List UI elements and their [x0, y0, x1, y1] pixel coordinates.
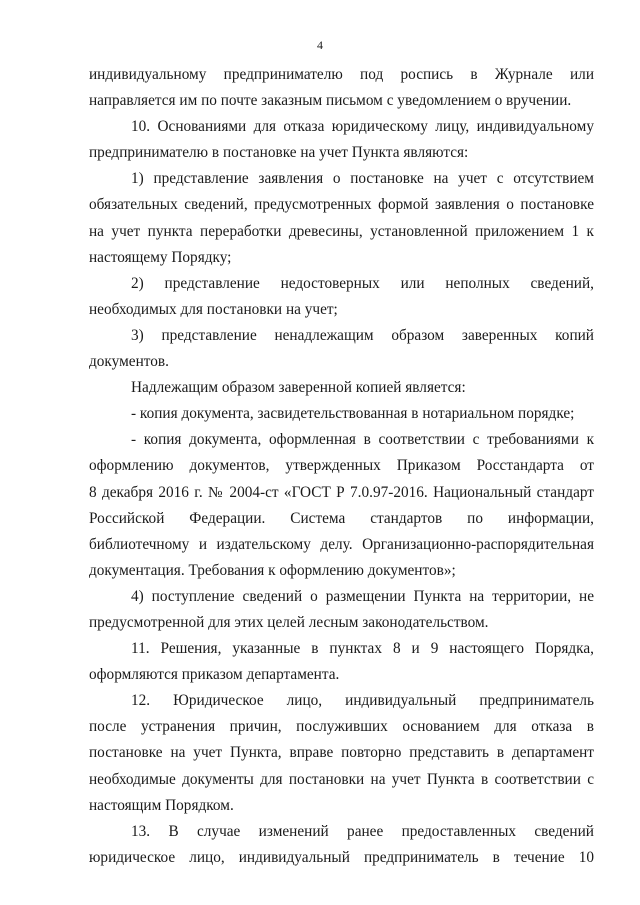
- text-line: обязательных сведений, предусмотренных формой заявления о постановке: [89, 196, 594, 214]
- text-line: оформлению документов, утвержденных Приказом Росстандарта от: [89, 457, 594, 475]
- text-line: - копия документа, засвидетельствованная в нотариальном порядке;: [131, 405, 575, 423]
- text-line: необходимые документы для постановки на учет Пункта в соответствии с: [89, 770, 594, 788]
- text-line: 3) представление ненадлежащим образом заверенных копий: [131, 326, 594, 344]
- text-line: 1) представление заявления о постановке на учет с отсутствием: [131, 170, 594, 188]
- text-line: на учет пункта переработки древесины, установленной приложением 1 к: [89, 222, 594, 240]
- text-line: постановке на учет Пункта, вправе повторно представить в департамент: [89, 744, 594, 762]
- text-line: 11. Решения, указанные в пунктах 8 и 9 настоящего Порядка,: [131, 640, 594, 658]
- text-line: юридическое лицо, индивидуальный предприниматель в течение 10: [89, 848, 594, 866]
- text-line: документация. Требования к оформлению документов»;: [89, 561, 456, 579]
- text-line: 8 декабря 2016 г. № 2004-ст «ГОСТ Р 7.0.97-2016. Национальный стандарт: [89, 483, 594, 501]
- text-line: 13. В случае изменений ранее предоставленных сведений: [131, 822, 594, 840]
- text-line: 2) представление недостоверных или неполных сведений,: [131, 274, 594, 292]
- text-line: индивидуальному предпринимателю под роспись в Журнале или: [89, 66, 594, 83]
- text-line: документов.: [89, 353, 169, 371]
- text-line: 10. Основаниями для отказа юридическому лицу, индивидуальному: [131, 118, 594, 136]
- text-line: Российской Федерации. Система стандартов по информации,: [89, 509, 594, 527]
- text-line: 12. Юридическое лицо, индивидуальный предприниматель: [131, 692, 594, 710]
- text-line: после устранения причин, послуживших основанием для отказа в: [89, 718, 594, 736]
- text-line: - копия документа, оформленная в соответствии с требованиями к: [131, 431, 594, 449]
- text-line: 4) поступление сведений о размещении Пункта на территории, не: [131, 587, 594, 605]
- text-line: предпринимателю в постановке на учет Пункта являются:: [89, 144, 469, 162]
- document-body: [89, 62, 594, 871]
- text-line: предусмотренной для этих целей лесным законодательством.: [89, 613, 489, 631]
- text-line: настоящему Порядку;: [89, 248, 232, 266]
- text-line: оформляются приказом департамента.: [89, 666, 340, 684]
- text-line: необходимых для постановки на учет;: [89, 300, 338, 318]
- text-line: библиотечному и издательскому делу. Организационно-распорядительная: [89, 535, 594, 553]
- text-line: направляется им по почте заказным письмом с уведомлением о вручении.: [89, 92, 572, 110]
- text-line: Надлежащим образом заверенной копией является:: [131, 379, 466, 397]
- text-line: настоящим Порядком.: [89, 796, 234, 814]
- page-number: 4: [317, 38, 323, 52]
